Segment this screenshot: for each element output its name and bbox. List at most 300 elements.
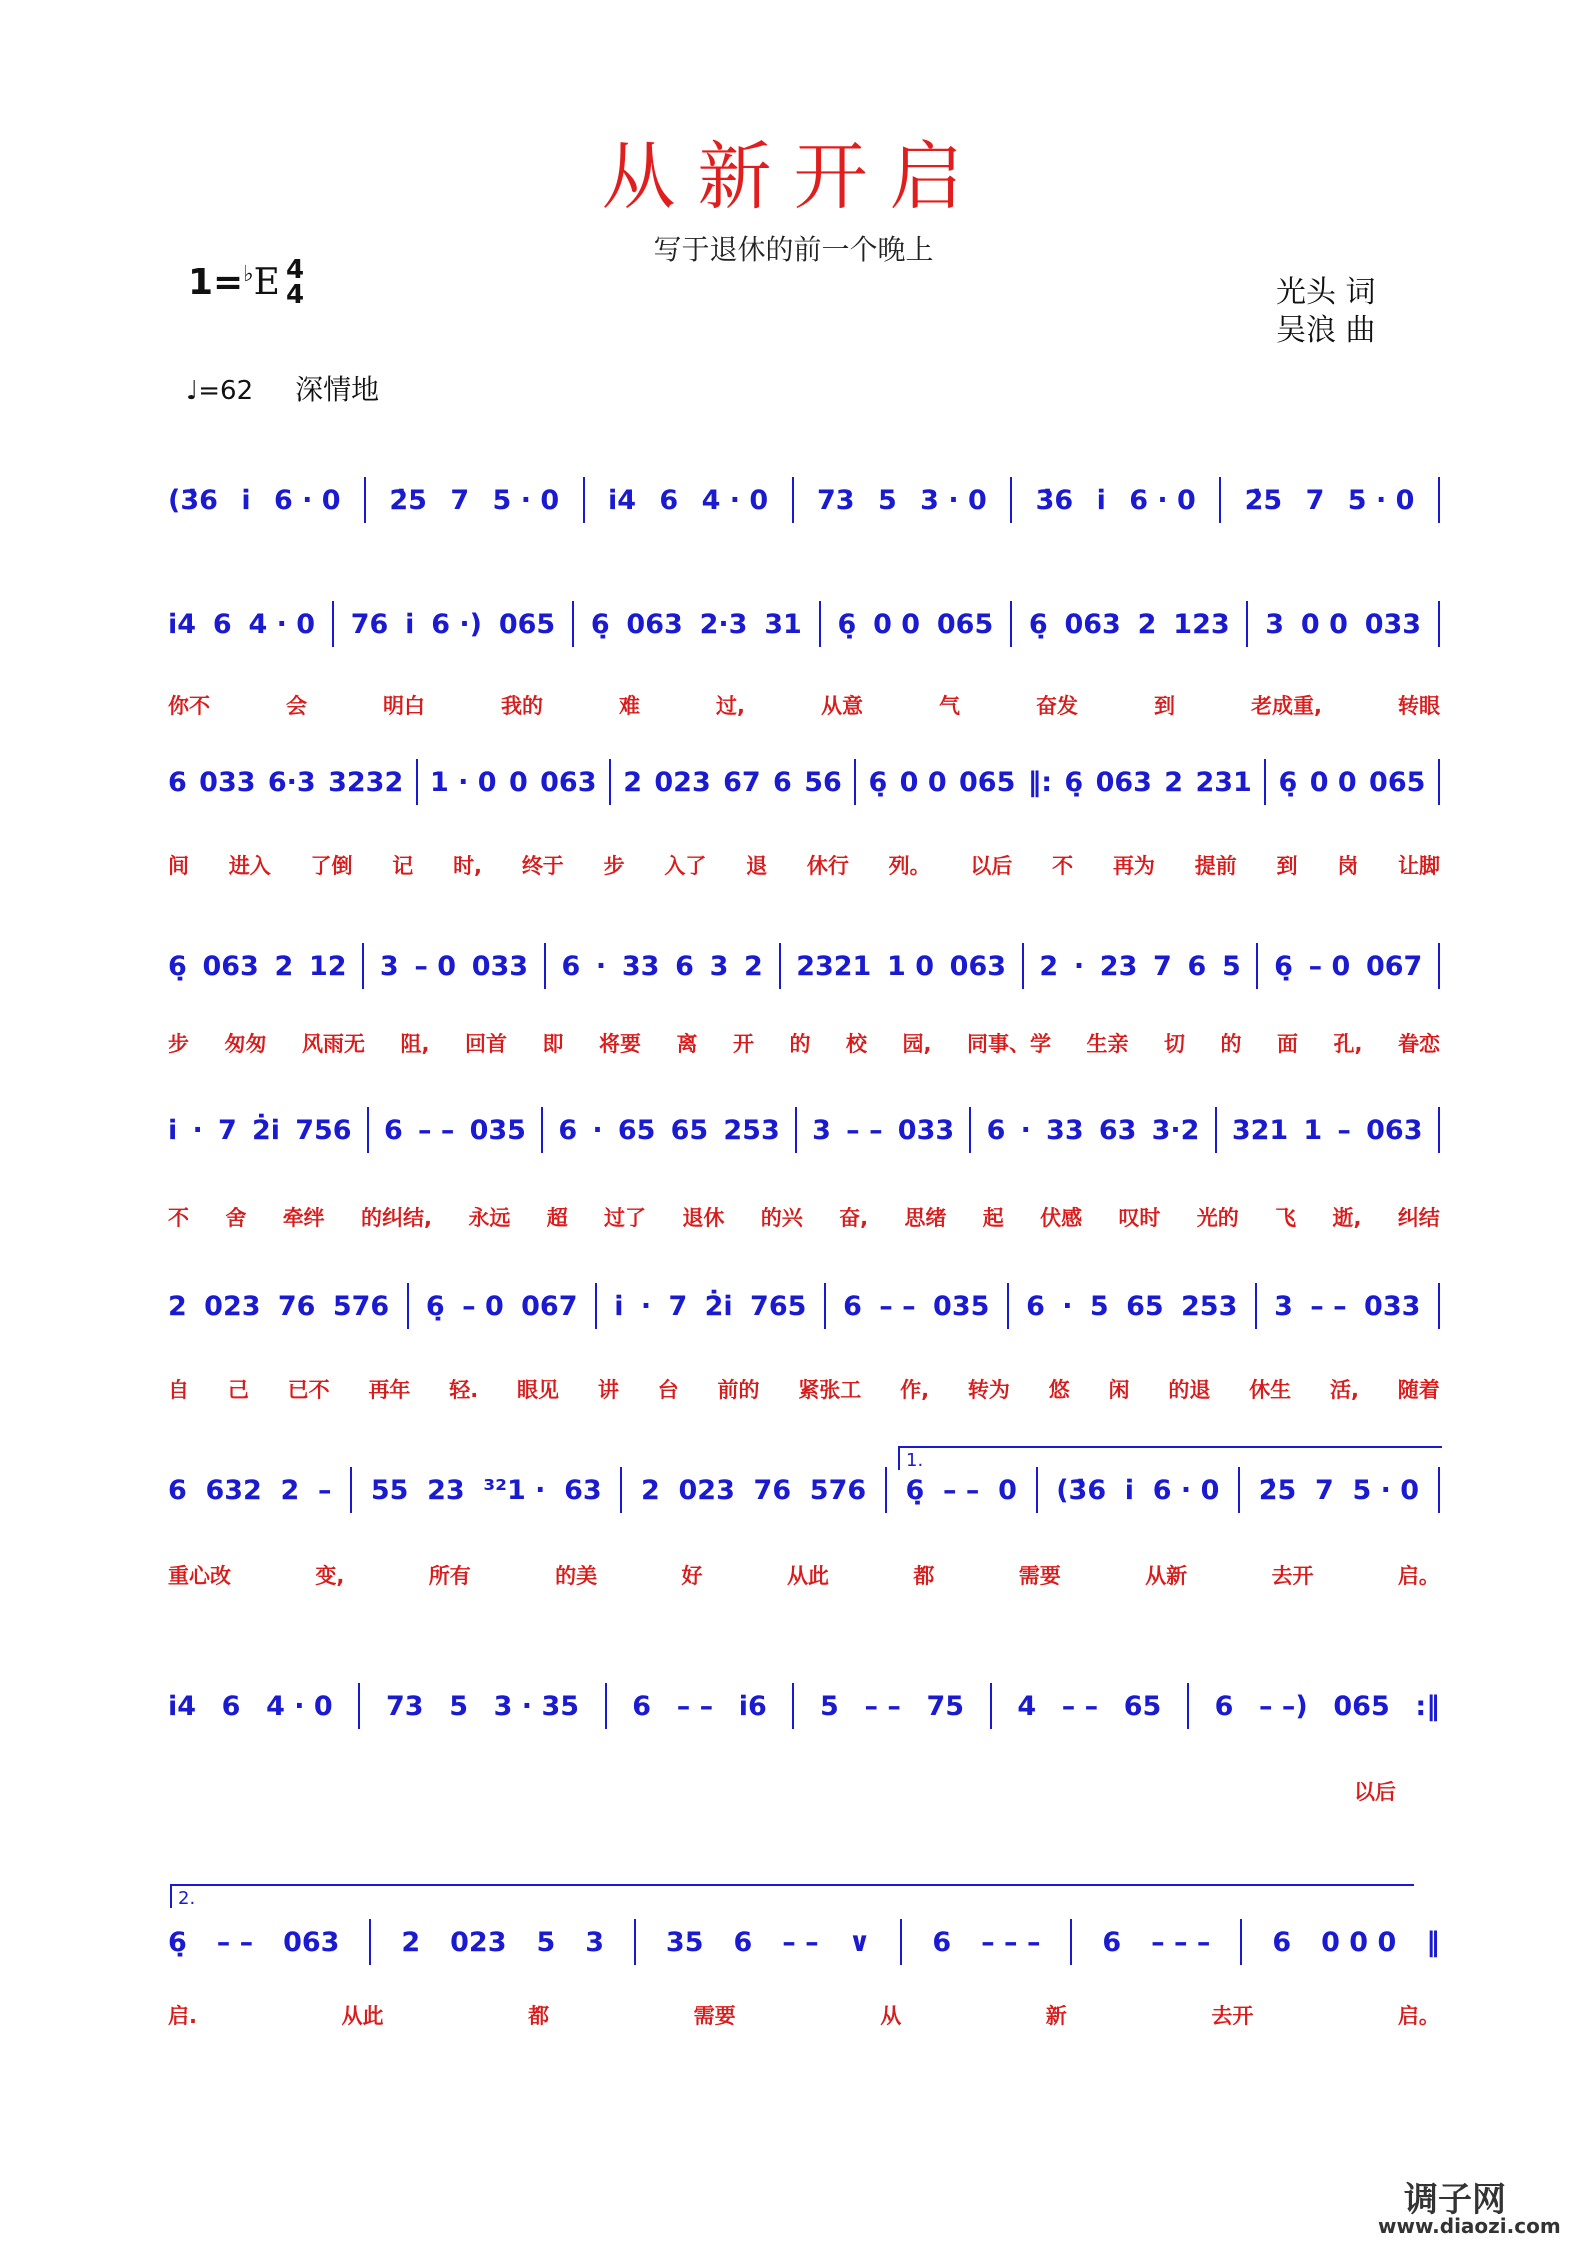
lyric-word: 以后 [1354, 1780, 1396, 1804]
lyric-word: 自 [168, 1378, 189, 1402]
note-group: 12 [308, 950, 347, 982]
note-group: · [592, 1114, 603, 1146]
lyric-word: 不 [1052, 854, 1074, 878]
lyric-word: 校 [845, 1032, 867, 1056]
note-group: 123 [1173, 608, 1230, 640]
note-group: 23 [427, 1474, 465, 1506]
barline [1438, 1467, 1440, 1513]
note-group: – – [846, 1114, 883, 1146]
note-group: 5 [820, 1690, 839, 1722]
note-group: 253 [723, 1114, 780, 1146]
lyric-word: 到 [1276, 854, 1298, 878]
lyric-word: 转眼 [1397, 694, 1440, 718]
note-group: 6 [773, 766, 792, 798]
lyric-word: 的兴 [760, 1206, 803, 1230]
lyric-word: 你不 [168, 694, 210, 718]
lyric-word: 即 [542, 1032, 564, 1056]
note-group: · [1062, 1290, 1073, 1322]
lyric-word: 风雨无 [302, 1032, 365, 1056]
note-group: 0 0 0 [1321, 1926, 1397, 1958]
barline [1438, 1107, 1440, 1153]
lyric-word: 变, [315, 1564, 345, 1588]
barline [634, 1919, 636, 1965]
note-group: 035 [933, 1290, 990, 1322]
flat-symbol: ♭ [243, 262, 254, 287]
tempo-marking [186, 368, 379, 408]
note-group: 6̣ [905, 1474, 925, 1506]
volta-second-ending [170, 1884, 1414, 1908]
barline [1438, 1283, 1440, 1329]
notation-line [168, 752, 1440, 812]
song-subtitle: 写于退休的前一个晚上 [653, 233, 934, 266]
note-group: 6 [1102, 1926, 1122, 1958]
note-group: 5 [1089, 1290, 1109, 1322]
key-prefix: 1= [188, 262, 244, 303]
note-group: 35 [665, 1926, 704, 1958]
note-group: 0 0 [873, 608, 921, 640]
lyrics-line [168, 1202, 1440, 1232]
barline [1010, 477, 1012, 523]
lyric-word: 己 [227, 1378, 249, 1402]
note-group: 067 [1365, 950, 1423, 982]
note-group: 6 [168, 1474, 187, 1506]
volta-first-ending [898, 1446, 1442, 1470]
note-group: – – [942, 1474, 980, 1506]
barline [583, 477, 585, 523]
note-group: i̇4 [607, 484, 637, 516]
lyric-word: 休生 [1249, 1378, 1292, 1402]
note-group: 6 [1272, 1926, 1292, 1958]
credits [1276, 274, 1376, 350]
lyric-word: 都 [528, 2004, 550, 2028]
barline [1010, 601, 1012, 647]
note-group: i̇ [1124, 1474, 1135, 1506]
lyric-word: 悠 [1048, 1378, 1070, 1402]
lyric-word: 启。 [1397, 2004, 1440, 2028]
lyric-word: 启。 [1397, 1564, 1440, 1588]
lyric-word: 闲 [1108, 1378, 1130, 1402]
note-group: 2 [623, 766, 643, 798]
note-group: – –) [1259, 1690, 1308, 1722]
note-group: 2̇5 [1244, 484, 1283, 516]
note-group: 3 · 0 [920, 484, 987, 516]
lyric-word: 的退 [1168, 1378, 1211, 1402]
barline [900, 1919, 902, 1965]
note-group: 2̇i̇ [251, 1114, 280, 1146]
lyric-word: 同事、学 [966, 1032, 1051, 1056]
lyric-word: 到 [1153, 694, 1175, 718]
key-note: E [253, 262, 280, 303]
lyric-word: 轻. [449, 1378, 479, 1402]
note-group: – [1337, 1114, 1351, 1146]
note-group: 6 [1026, 1290, 1045, 1322]
note-group: – – – [981, 1926, 1041, 1958]
note-group: – 0 [414, 950, 457, 982]
note-group: 33 [1046, 1114, 1084, 1146]
note-group: i̇6 [738, 1690, 767, 1722]
note-group: 65 [670, 1114, 709, 1146]
note-group: 5 [449, 1690, 468, 1722]
note-group: 4 [1017, 1690, 1037, 1722]
lyric-word: 去开 [1271, 1564, 1314, 1588]
note-group: 7 [1153, 950, 1172, 982]
note-group: 065 [1369, 766, 1426, 798]
note-group: 6̣ [1278, 766, 1298, 798]
lyric-word: 记 [392, 854, 414, 878]
lyrics-line [168, 2000, 1440, 2030]
lyrics-line [168, 1560, 1440, 1590]
note-group: 76 [753, 1474, 792, 1506]
lyrics-line [168, 850, 1440, 880]
lyric-word: 好 [681, 1564, 703, 1588]
barline [1255, 1283, 1257, 1329]
note-group: 5 · 0 [492, 484, 560, 516]
note-group: 6 · 0 [273, 484, 341, 516]
volta-label: 2. [178, 1888, 196, 1909]
note-group: ³²1 · [483, 1474, 546, 1506]
lyrics-line [168, 1374, 1440, 1404]
barline [572, 601, 574, 647]
notation-line [168, 1100, 1440, 1160]
lyric-word: 将要 [598, 1032, 641, 1056]
barline [1219, 477, 1221, 523]
lyric-word: 随着 [1397, 1378, 1440, 1402]
note-group: 576 [809, 1474, 867, 1506]
note-group: 6̣ [837, 608, 857, 640]
note-group: 023 [204, 1290, 261, 1322]
note-group: 6 [1187, 950, 1207, 982]
notation-line [168, 470, 1440, 530]
note-group: 65 [1126, 1290, 1164, 1322]
note-group: 035 [469, 1114, 526, 1146]
notation-line [168, 594, 1440, 654]
note-group: 063 [1064, 608, 1121, 640]
lyric-word: 难 [619, 694, 640, 718]
lyric-word: 孔, [1333, 1032, 1363, 1056]
note-group: 2 [744, 950, 763, 982]
note-group: 75 [926, 1690, 965, 1722]
note-group: 6 [733, 1926, 753, 1958]
barline [350, 1467, 352, 1513]
note-group: 23 [1099, 950, 1138, 982]
lyric-word: 离 [676, 1032, 698, 1056]
note-group: 063 [1095, 766, 1152, 798]
note-group: i̇ [614, 1290, 624, 1322]
lyric-word: 的纠结, [361, 1206, 433, 1230]
notation-line [168, 1912, 1440, 1972]
barline [990, 1683, 992, 1729]
lyric-word: 步 [168, 1032, 189, 1056]
barline [1438, 601, 1440, 647]
lyric-word: 舍 [225, 1206, 247, 1230]
note-group: 7 [1305, 484, 1325, 516]
note-group: 3 · 35 [493, 1690, 580, 1722]
barline [407, 1283, 409, 1329]
note-group: i̇ [241, 484, 251, 516]
barline [544, 943, 546, 989]
note-group: 6̣ [1064, 766, 1084, 798]
lyric-word: 我的 [501, 694, 543, 718]
lyric-word: 光的 [1196, 1206, 1239, 1230]
note-group: (3̇6 [168, 484, 218, 516]
note-group: 065 [498, 608, 556, 640]
barline [332, 601, 334, 647]
lyric-word: 匆匆 [224, 1032, 267, 1056]
composer: 吴浪 曲 [1276, 313, 1376, 348]
note-group: 6 ·) [431, 608, 482, 640]
note-group: 2 [168, 1290, 187, 1322]
expression-marking: 深情地 [295, 373, 380, 406]
note-group: 4 · 0 [248, 608, 316, 640]
barline [1238, 1467, 1240, 1513]
note-group: 73 [817, 484, 855, 516]
lyric-word: 眷恋 [1397, 1032, 1440, 1056]
lyric-word: 起 [982, 1206, 1004, 1230]
note-group: 3 [585, 1926, 605, 1958]
lyric-word: 会 [286, 694, 307, 718]
barline [1022, 943, 1024, 989]
notation-line [168, 1276, 1440, 1336]
lyric-word: 作, [900, 1378, 930, 1402]
lyric-word: 思绪 [904, 1206, 947, 1230]
lyric-word: 都 [913, 1564, 935, 1588]
note-group: 6 [221, 1690, 241, 1722]
note-group: 067 [521, 1290, 578, 1322]
note-group: 76 [277, 1290, 316, 1322]
note-group: – – [1061, 1690, 1099, 1722]
note-group: :‖ [1415, 1690, 1440, 1722]
note-group: – – [676, 1690, 714, 1722]
time-signature [286, 255, 305, 310]
lyrics-line [168, 1776, 1440, 1806]
note-group: · [1073, 950, 1085, 982]
note-group: 2 [1039, 950, 1059, 982]
lyric-word: 休行 [806, 854, 849, 878]
lyric-word: 讲 [597, 1378, 619, 1402]
lyric-word: 前的 [717, 1378, 760, 1402]
note-group: 6 [675, 950, 694, 982]
note-group: – 0 [1308, 950, 1351, 982]
lyrics-line [168, 690, 1440, 720]
note-group: 6·3 [267, 766, 316, 798]
note-group: 6 [558, 1114, 578, 1146]
note-group: 065 [1333, 1690, 1390, 1722]
barline [595, 1283, 597, 1329]
note-group: – – [1310, 1290, 1347, 1322]
note-group: 56 [804, 766, 842, 798]
lyric-word: 了倒 [310, 854, 353, 878]
note-group: i̇4 [168, 1690, 197, 1722]
lyric-word: 重心改 [168, 1564, 231, 1588]
note-group: 2 [1164, 766, 1184, 798]
lyric-word: 奋, [839, 1206, 869, 1230]
barline [824, 1283, 826, 1329]
note-group: 55 [370, 1474, 409, 1506]
barline [969, 1107, 971, 1153]
note-group: 5 · 0 [1352, 1474, 1420, 1506]
lyric-word: 活, [1329, 1378, 1359, 1402]
lyric-word: 超 [546, 1206, 568, 1230]
lyric-word: 纠结 [1397, 1206, 1440, 1230]
lyric-word: 生亲 [1086, 1032, 1129, 1056]
notation-line [168, 936, 1440, 996]
note-group: 3 [379, 950, 399, 982]
note-group: 063 [626, 608, 683, 640]
lyric-word: 阻, [400, 1032, 430, 1056]
lyric-word: 伏感 [1040, 1206, 1083, 1230]
barline [416, 759, 418, 805]
note-group: 6 [561, 950, 581, 982]
note-group: 6̣ [1028, 608, 1048, 640]
note-group: – – [864, 1690, 901, 1722]
note-group: 73 [385, 1690, 424, 1722]
lyrics-line [168, 1028, 1440, 1058]
note-group: 3·2 [1151, 1114, 1200, 1146]
note-group: 2̇5 [1258, 1474, 1297, 1506]
note-group: 023 [654, 766, 711, 798]
note-group: (3̇6 [1056, 1474, 1107, 1506]
barline [854, 759, 856, 805]
note-group: 3 [1274, 1290, 1293, 1322]
barline [609, 759, 611, 805]
note-group: 063 [540, 766, 597, 798]
note-group: 6 [986, 1114, 1006, 1146]
note-group: 5 [536, 1926, 556, 1958]
lyric-word: 已不 [287, 1378, 330, 1402]
lyric-word: 入了 [664, 854, 707, 878]
note-group: 1 0 [887, 950, 934, 982]
note-group: 7 [217, 1114, 237, 1146]
note-group: i̇ [1096, 484, 1106, 516]
barline [1036, 1467, 1038, 1513]
lyric-word: 开 [732, 1032, 754, 1056]
note-group: – – [216, 1926, 254, 1958]
barline [367, 1107, 369, 1153]
barline [1438, 759, 1440, 805]
note-group: 3 [812, 1114, 831, 1146]
lyric-word: 紧张工 [798, 1378, 862, 1402]
volta-label: 1. [906, 1450, 924, 1471]
note-group: 4 · 0 [701, 484, 769, 516]
note-group: 3232 [328, 766, 404, 798]
barline [605, 1683, 607, 1729]
note-group: · [1020, 1114, 1031, 1146]
barline [1264, 759, 1266, 805]
note-group: 6 [168, 766, 187, 798]
note-group: 065 [936, 608, 994, 640]
note-group: 033 [471, 950, 529, 982]
note-group: ‖: [1027, 766, 1053, 798]
lyric-word: 园, [902, 1032, 932, 1056]
tempo-value: ♩=62 [186, 376, 254, 406]
barline [885, 1467, 887, 1513]
note-group: 4 · 0 [266, 1690, 333, 1722]
note-group: 253 [1181, 1290, 1238, 1322]
note-group: – – [782, 1926, 819, 1958]
note-group: 576 [332, 1290, 390, 1322]
lyric-word: 从 [880, 2004, 902, 2028]
note-group: 2 [641, 1474, 660, 1506]
barline [541, 1107, 543, 1153]
note-group: i̇4 [168, 608, 197, 640]
barline [1240, 1919, 1242, 1965]
song-title: 从新开启 [601, 134, 986, 220]
lyric-word: 再年 [368, 1378, 411, 1402]
note-group: 765 [750, 1290, 807, 1322]
lyric-word: 启. [168, 2004, 197, 2028]
note-group: 2·3 [699, 608, 748, 640]
lyric-word: 列。 [888, 854, 931, 878]
note-group: 033 [1364, 608, 1422, 640]
note-group: – – [417, 1114, 455, 1146]
note-group: 6 [632, 1690, 652, 1722]
lyric-word: 永远 [468, 1206, 511, 1230]
note-group: 063 [949, 950, 1007, 982]
note-group: 33 [621, 950, 660, 982]
note-group: 5 [1221, 950, 1241, 982]
note-group: 6̣ [425, 1290, 445, 1322]
lyric-word: 老成重, [1250, 694, 1322, 718]
note-group: i̇ [168, 1114, 178, 1146]
lyricist: 光头 词 [1276, 275, 1376, 310]
lyric-word: 牵绊 [282, 1206, 325, 1230]
lyric-word: 切 [1163, 1032, 1185, 1056]
note-group: 5 · 0 [1347, 484, 1415, 516]
barline [1438, 477, 1440, 523]
note-group: 321 [1231, 1114, 1289, 1146]
lyric-word: 的美 [555, 1564, 598, 1588]
lyric-word: 过, [716, 694, 745, 718]
note-group: 65 [1123, 1690, 1162, 1722]
note-group: ‖ [1426, 1926, 1440, 1958]
barline [1256, 943, 1258, 989]
lyric-word: 所有 [428, 1564, 471, 1588]
note-group: 6 · 0 [1129, 484, 1196, 516]
note-group: – – [879, 1290, 916, 1322]
note-group: 3̇6 [1035, 484, 1074, 516]
note-group: 063 [1366, 1114, 1423, 1146]
lyric-word: 需要 [693, 2004, 736, 2028]
note-group: 3 [1265, 608, 1285, 640]
note-group: 756 [295, 1114, 352, 1146]
note-group: 231 [1195, 766, 1252, 798]
lyric-word: 叹时 [1118, 1206, 1161, 1230]
note-group: 6 [932, 1926, 952, 1958]
note-group: 2̇5 [389, 484, 427, 516]
barline [1215, 1107, 1217, 1153]
barline [1438, 943, 1440, 989]
lyric-word: 需要 [1018, 1564, 1061, 1588]
barline [1070, 1919, 1072, 1965]
lyric-word: 进入 [228, 854, 271, 878]
key-signature [188, 262, 280, 303]
lyric-word: 的 [1220, 1032, 1242, 1056]
note-group: 063 [283, 1926, 340, 1958]
note-group: 6 [843, 1290, 862, 1322]
note-group: 1 [1303, 1114, 1323, 1146]
note-group: 6 [383, 1114, 403, 1146]
barline [620, 1467, 622, 1513]
note-group: 6̣ [168, 950, 187, 982]
lyric-word: 让脚 [1398, 854, 1440, 878]
barline [792, 1683, 794, 1729]
note-group: 6̣ [590, 608, 610, 640]
note-group: 7 [668, 1290, 688, 1322]
note-group: – – – [1151, 1926, 1211, 1958]
lyric-word: 终于 [521, 854, 564, 878]
lyric-word: 时, [453, 854, 483, 878]
time-bottom: 4 [286, 280, 305, 310]
